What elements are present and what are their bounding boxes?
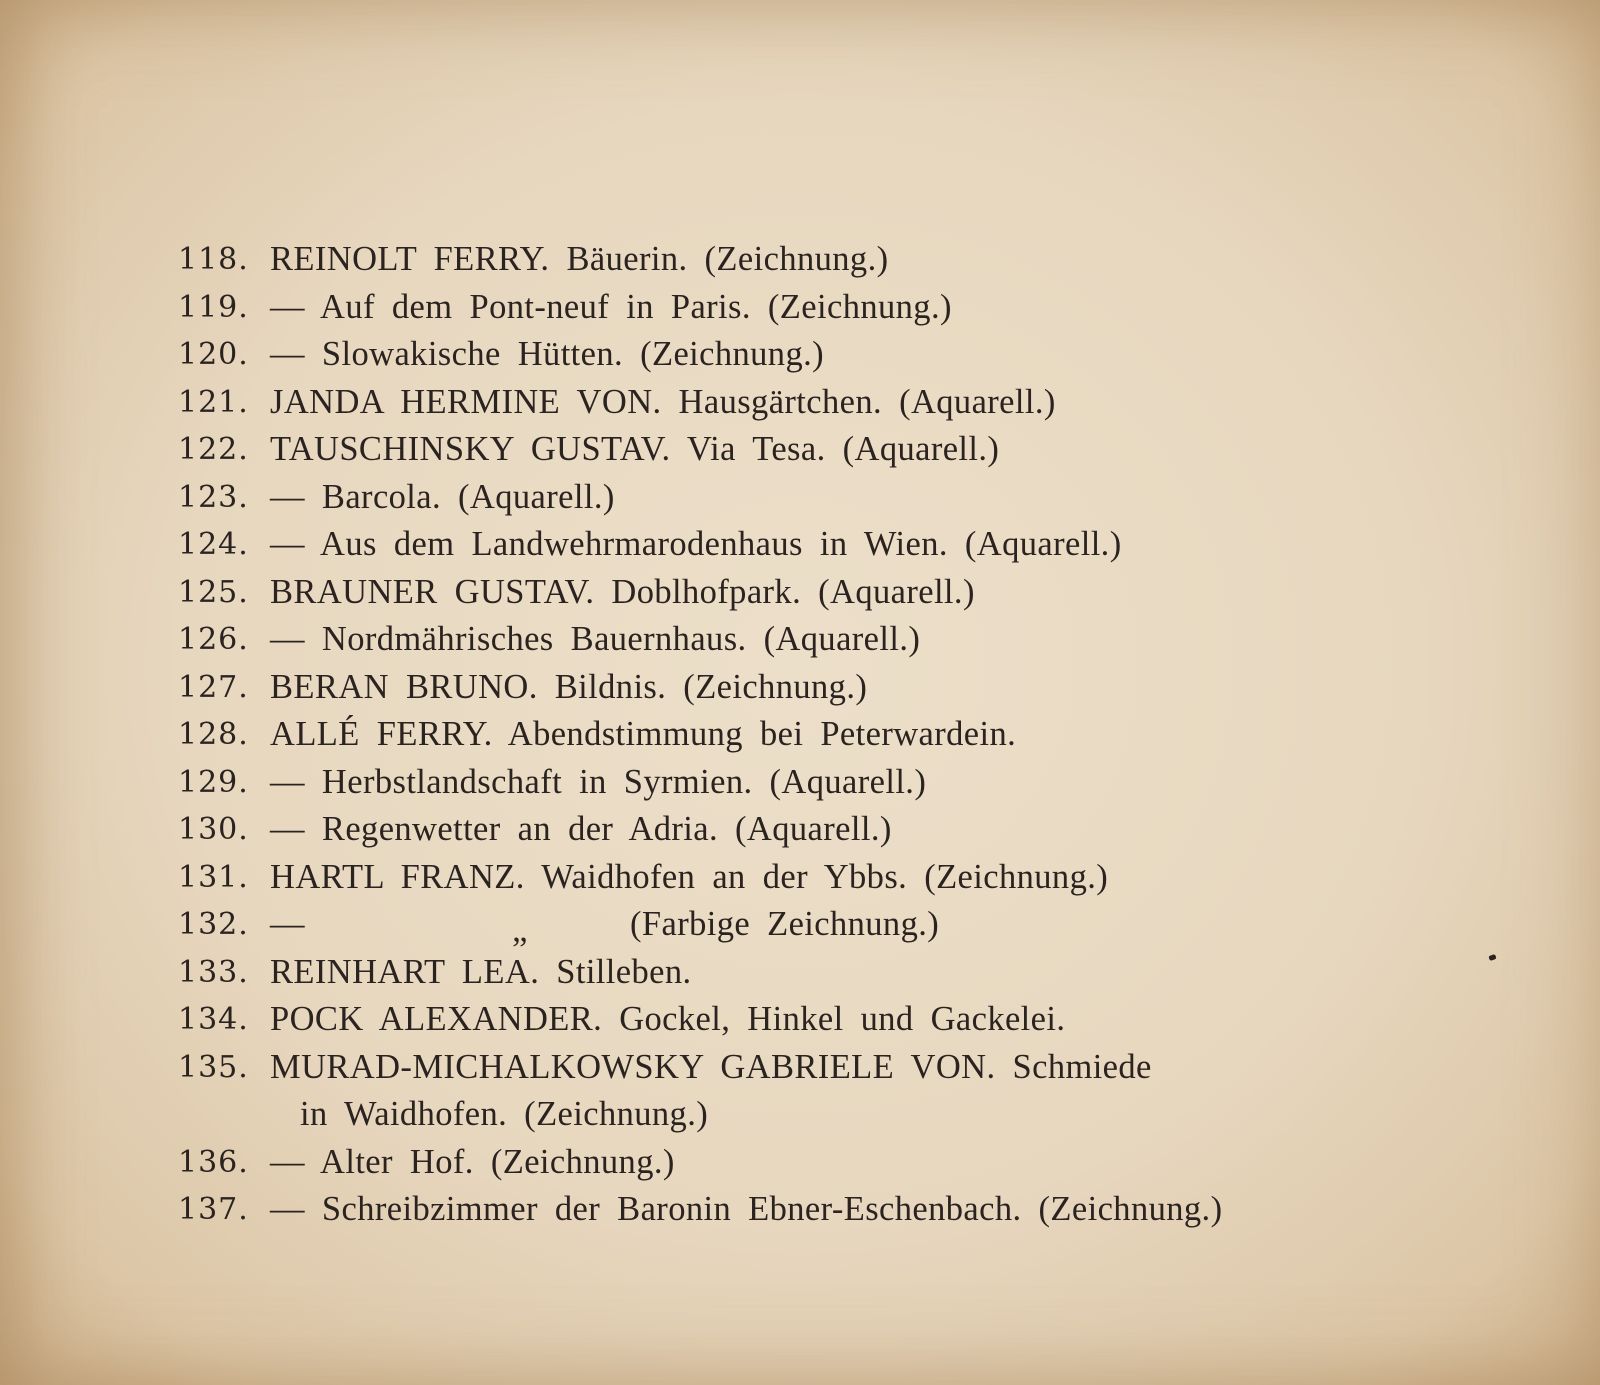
entry-text: — Alter Hof. (Zeichnung.) [270,1142,675,1181]
entry-text: — Slowakische Hütten. (Zeichnung.) [270,335,825,373]
catalog-entry [178,759,1348,807]
catalog-entry [178,521,1348,569]
ink-speck [1488,954,1496,961]
catalog-entry [178,1186,1348,1234]
entry-text: — Barcola. (Aquarell.) [270,477,615,516]
entry-number: 135. [178,1049,249,1085]
catalog-entry [178,284,1348,332]
catalog-entry [178,569,1348,617]
entry-text: BRAUNER GUSTAV. Doblhofpark. (Aquarell.) [270,572,975,611]
entry-number: 121. [178,384,249,420]
catalog-entry [178,331,1348,379]
entry-text: JANDA HERMINE VON. Hausgärtchen. (Aquarell.) [270,382,1056,421]
entry-number: 133. [178,954,249,990]
entry-text: ALLÉ FERRY. Abendstimmung bei Peterwardein. [270,715,1017,753]
entry-text: — Regenwetter an der Adria. (Aquarell.) [270,810,892,848]
ditto-mark: „ [512,911,528,949]
entry-text: — Auf dem Pont-neuf in Paris. (Zeichnung.) [270,287,952,326]
catalog-entry [178,1044,1348,1139]
catalog-entry [178,806,1348,854]
entry-text-continuation: in Waidhofen. (Zeichnung.) [300,1095,709,1133]
entry-text: REINOLT FERRY. Bäuerin. (Zeichnung.) [270,240,889,278]
entry-text: BERAN BRUNO. Bildnis. (Zeichnung.) [270,667,868,706]
entry-number: 123. [178,479,249,515]
entry-number: 132. [178,907,249,942]
entry-text: MURAD-MICHALKOWSKY GABRIELE VON. Schmiede [270,1047,1152,1086]
entry-number: 118. [178,242,249,277]
catalog-entry [178,236,1348,284]
entry-number: 120. [178,337,249,372]
entry-number: 125. [178,574,249,610]
entry-number: 122. [178,432,249,467]
catalog-entry [178,426,1348,474]
entry-text: POCK ALEXANDER. Gockel, Hinkel und Gackelei. [270,1000,1066,1038]
entry-text: HARTL FRANZ. Waidhofen an der Ybbs. (Zeichnung.) [270,857,1109,896]
entry-number: 130. [178,812,249,847]
entry-text: — Aus dem Landwehrmarodenhaus in Wien. (Aquarell.) [270,525,1122,563]
catalog-entry [178,474,1348,522]
catalog-entry [178,854,1348,902]
entry-number: 136. [178,1144,249,1180]
catalog-entry [178,379,1348,427]
entry-text: TAUSCHINSKY GUSTAV. Via Tesa. (Aquarell.) [270,430,1000,468]
entry-number: 128. [178,717,249,752]
entry-text: — Nordmährisches Bauernhaus. (Aquarell.) [270,620,921,658]
entry-text: — Herbstlandschaft in Syrmien. (Aquarell.) [270,762,927,801]
entry-text: — Schreibzimmer der Baronin Ebner-Eschenbach. (Zeichnung.) [270,1190,1223,1228]
entry-number: 129. [178,764,249,800]
entry-number: 131. [178,859,249,895]
catalog-entry [178,616,1348,664]
catalog-entry [178,1139,1348,1187]
artwork-list [178,236,1348,1234]
entry-number: 119. [178,289,249,325]
catalog-entry [178,664,1348,712]
entry-number: 124. [178,527,249,562]
entry-number: 137. [178,1192,249,1227]
entry-text: REINHART LEA. Stilleben. [270,952,692,991]
entry-number: 126. [178,622,249,657]
catalog-entry [178,949,1348,997]
entry-number: 134. [178,1002,249,1037]
catalog-entry [178,901,1348,949]
catalog-entry [178,996,1348,1044]
entry-number: 127. [178,669,249,705]
entry-text: (Farbige Zeichnung.) [630,905,940,943]
entry-dash: — [270,905,305,943]
catalog-entry [178,711,1348,759]
